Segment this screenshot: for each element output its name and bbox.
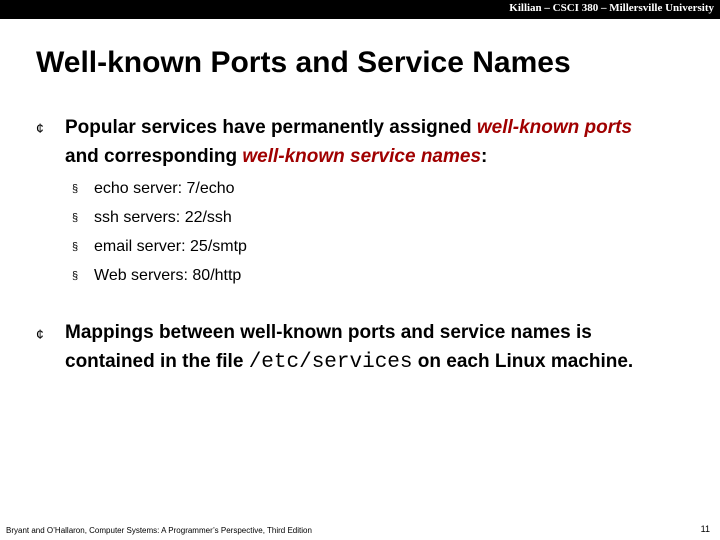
- header-text: Killian – CSCI 380 – Millersville University: [509, 2, 714, 14]
- square-bullet-icon: §: [72, 182, 79, 195]
- slide-title: Well-known Ports and Service Names: [36, 46, 571, 79]
- service-list: [72, 174, 247, 290]
- list-item: § ssh servers: 22/ssh: [72, 208, 232, 226]
- list-item: § email server: 25/smtp: [72, 237, 247, 255]
- list-item: § Web servers: 80/http: [72, 266, 242, 284]
- bullet-popular-services: Popular services have permanently assigned well-known ports and corresponding well-known service names:: [65, 117, 633, 167]
- code-etc-services: /etc/services: [248, 351, 413, 374]
- footer-citation: Bryant and O’Hallaron, Computer Systems: A Programmer’s Perspective, Third Edition: [6, 526, 312, 535]
- square-bullet-icon: §: [72, 269, 79, 282]
- highlight-well-known-service-names: well-known service names: [242, 146, 482, 167]
- list-item: § echo server: 7/echo: [72, 179, 235, 197]
- square-bullet-icon: §: [72, 240, 79, 253]
- bullet-mappings: Mappings between well-known ports and service names is contained in the file /etc/services on each Linux machine.: [65, 322, 634, 374]
- highlight-well-known-ports: well-known ports: [476, 117, 633, 138]
- bullet-marker: ¢: [36, 120, 44, 136]
- page-number: 11: [700, 524, 710, 534]
- bullet-marker: ¢: [36, 326, 44, 342]
- square-bullet-icon: §: [72, 211, 79, 224]
- header-bar: [0, 0, 720, 19]
